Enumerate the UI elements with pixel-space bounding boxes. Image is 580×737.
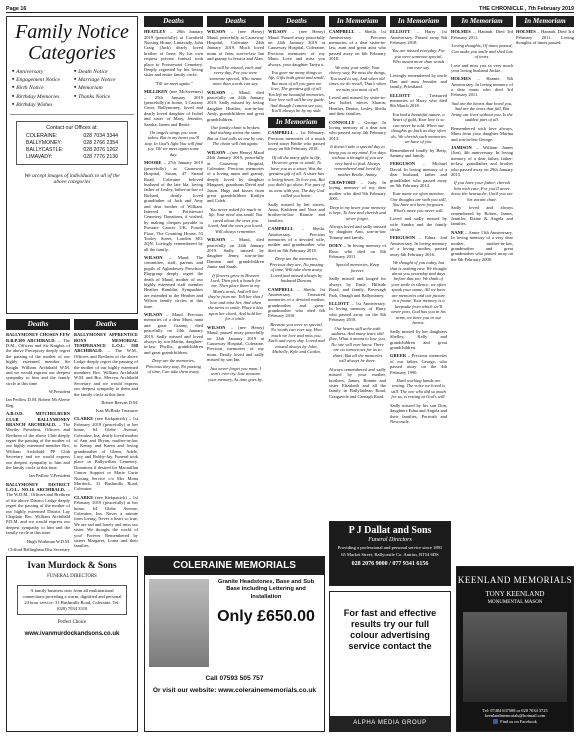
section-band-memoriam: In Memoriam: [516, 16, 574, 27]
notice: WILSON – Maud. The committee, staff, parents and pupils of Aghadowey Preschool Playgroup deeply regret the death of Maud, mother of our highly esteemed staff member Heather Ramblin. Sympathies are extended to the Heather and Wilson family circles at this time.: [144, 255, 203, 309]
category-item: ■ Engagement Notice: [12, 77, 70, 84]
category-item: ■ Death Notice: [74, 69, 132, 76]
ad-subtitle: MONUMENTAL MASON: [487, 599, 543, 605]
column-7: [451, 16, 513, 576]
notice: DOEY – In loving memory of Rose, who died on 8th February 2011.: [329, 243, 386, 260]
ad-subtitle: Funeral Directors: [368, 536, 412, 543]
section-band-deaths: Deaths: [74, 319, 138, 330]
column-8: [516, 16, 574, 576]
notice: Sadly missed and longed for always by Ernie, Hillside Road, and family, Bovevagh Park, Omagh and Ballymoney.: [329, 276, 386, 298]
notice: Always loved and sadly missed by daughter Ann, son-in-law Tommy and family.: [329, 224, 386, 240]
verse: If you have your father, cherish him with care, For you'll never know the heartache, Until you see his vacant chair.: [451, 180, 513, 202]
notice: BALLYMONEY DISTRICT L.O.L. NO.16 ARCHIBALD. – The W.D.M., Officers and Brethren of the above District Lodge deeply regret the passing of the mother of our highly esteemed District Lay Chaplain Bro. William Archibald P.D.M. and we would express our deepest sympathy to him and the family circle at this time.: [6, 481, 70, 536]
notice: Love and miss you so very much your loving husband Jackie.: [451, 62, 513, 73]
ad-title: COLERAINE MEMORIALS: [145, 557, 324, 575]
ad-title: Ivan Murdock & Sons: [27, 561, 117, 571]
office-phone[interactable]: 028 2766 2354: [83, 139, 118, 146]
office-row: [26, 133, 118, 139]
section-band-deaths: Deaths: [207, 16, 264, 27]
notice: WILSON – Maud, died peacefully on 24th January 2019. Sadly missed by daughter Jenny, son-in-law Damien and grandchildren Jamie and Sarah.: [207, 237, 264, 270]
verse: Special memories, Keep forever.: [335, 262, 380, 273]
column-1: [6, 16, 138, 552]
notices-right: [74, 319, 138, 552]
office-place: LIMAVADY:: [26, 153, 53, 160]
verse: You gave me many things in life, Gifts both great and small, But most of all you gave me love, The greatest gift of all. You left me beautiful memories, Your love will still be my guide, And though I cannot see you, You'll always be by my side.: [268, 70, 325, 114]
notice: Remembered with love always, Mum from your daughter Marina and son-in-law George.: [451, 125, 513, 142]
notice: A.B.O.D. MITCHELBURN CLUB BALLYMONEY BRANCH ARCHIBALD. – The Worthy President, Officers and Brethren of the above Club deeply regret the passing of the mother of our highly esteemed member Bro. William Archibald PP Club Secretary and we would express our deepest sympathy to him and the family circle at this time.: [6, 411, 70, 471]
notice: Always remembered and sadly missed by your mother, brothers, James, Ronnie and sister Elizabeth and all the family in Ballylaidean Road, Craigavole and Carnagh Road.: [329, 366, 386, 399]
notice: CAMPBELL – Sheila. 1st Anniversary. Treasured memories of a devoted mother, grandmother and great-grandmother who died 6th February 2018.: [268, 286, 325, 319]
ad-description: Granite Headstones, Base and Sub Base including Lettering and Installation: [217, 578, 315, 600]
category-item: ■ Birthday Memories: [12, 94, 70, 101]
notice: MOORE – 27th January 2019 (peacefully) at Causeway Hospital, Susan, 47 Strand Road, Coleraine beloved husband of the late Ida, loving father of Lesley, father-in-law of Richard, dearly loved grandfather of Jack and Amy and dear brother of William. Interred in Portstewart Cemetery. Donations, if wished, by making cheques payable to Prostate Cancer UK, Fourth Floor, The Counting House, 53 Tooley Street, London SE1 2QN. Lovingly remembered by all the family.: [144, 160, 203, 252]
ad-badge: Perfect Choice: [57, 619, 87, 625]
notice: FERGUSON – Ethna. 2nd Anniversary. In loving memory of a loving mother, passed away 6th February 2016.: [390, 235, 447, 257]
verse: "Till we meet again.": [154, 80, 193, 86]
ad-body: [145, 575, 324, 671]
category-item: ■ Thanks Notice: [74, 94, 132, 101]
notice: CLARKE (nee Kirkpatrick) – 1st February 2019 (peacefully) at her home, 64 Glebe Avenue, Coleraine, Ina. Never a minute from loving, Never a heart so true, We are sad and lonely and miss our sister. We thought the world of you! Forever Remembered by sisters Margaret, Lorna and their families.: [74, 494, 138, 549]
category-item: ■ Birthday Wishes: [12, 102, 70, 109]
ad-website[interactable]: www.ivanmurdockandsons.co.uk: [24, 631, 120, 638]
verse: Hard working hands are resting. The voice we loved is still. The one who did so much for us, is resting at God's will.: [391, 377, 446, 400]
verse: Deep are the memories, Precious they stay, No passing of time, Can take them away.: [146, 358, 201, 375]
ad-name: TONY KEENLAND: [485, 589, 545, 598]
notice: CAMPBELL – Sheila. 1st Anniversary. Precious memories of a dear sister-in-law, aunt and great aunt who passed away on 6th February 2018.: [329, 29, 386, 62]
contact-heading: Contact our Offices at:: [46, 124, 98, 131]
notice: ELLIOTT – 1st Anniversary. In loving memory of Harry who passed away on the 8th February 2018.: [329, 300, 386, 323]
category-item: ■ Marriage Notice: [74, 77, 132, 84]
office-place: BALLYMONEY:: [26, 139, 62, 146]
notice: CONNOLLY – George. In loving memory of a dear son who passed away 4th February 2013.: [329, 119, 386, 141]
section-band-memoriam: In Memoriam: [268, 117, 325, 128]
office-place: COLERAINE:: [26, 133, 58, 140]
office-phone[interactable]: 028 7034 3344: [83, 133, 118, 140]
ad-text: For fast and effective results try our full colour advertising service contact the: [343, 608, 437, 652]
ad-title: KEENLAND MEMORIALS: [457, 575, 573, 585]
notice: WILSON – Maud, died peacefully on 24th January 2019. Sadly missed by loving daughter Heather, son-in-law Andy, grandchildren and great grandchildren.: [207, 89, 264, 122]
notice: WILSON – Maud. Precious memories of a dear Mum, nana and great Granny, died peacefully on 24th January 2019. Sadly missed and loved always by son Martin, daughter-in-law Phyllis, grandchildren and great grandchildren.: [144, 311, 203, 355]
notice: MILLIKEN (nee McSweeney) – 25th January 2019 (peacefully) at home, 3 Carrany Court, Ballymoney, loved and dearly loved daughter of Isobel and sister of Mary, Jennifer, Sandra, James and Bertie.: [144, 89, 203, 127]
ad-contact[interactable]: Tel: 07484 637588 or 028 7034 3725 keenlandmemorials@hotmail.com: [482, 707, 548, 719]
ad-keenland-memorials[interactable]: [456, 566, 574, 732]
notice: CAMPBELL – 1st February. Precious memories of a much loved sister Bridie who passed away on 8th February 2018.: [268, 130, 325, 152]
notice: CRAWFORD – Judy. In loving memory of my dear mother who died 9th February 2001.: [329, 180, 386, 202]
ad-subtitle: FUNERAL DIRECTORS: [47, 574, 97, 580]
notice: BALLYMONEY APPRENTICE BOYS MEMORIAL TEMPERANCE L.O.L. 598 ARCHIBALD. – The W.M., Officers and Brethren of the above Lodge deeply regret the passing of the mother of our highly esteemed members Bro. William Archibald W.M. and Bro. Mervyn Archibald Secretary and we would express our deepest sympathy to them and the family circle at this time.: [74, 332, 138, 397]
section-band-deaths: Deaths: [6, 319, 70, 330]
column-4: [268, 16, 325, 530]
facebook-icon: [493, 719, 498, 724]
office-row: [26, 147, 118, 153]
column-3: [207, 16, 264, 552]
notice: Remembered fondly by Betty, Sammy and family.: [390, 147, 447, 159]
verse: On angels wings you were taken. But in my heart you'll stay. In God's light You will find joy. Till we meet again some day.: [144, 130, 203, 157]
section-band-deaths: Deaths: [268, 16, 325, 27]
notice: Lovingly remembered by uncle Dan and aunt Jennifer and family, Priestland.: [390, 73, 447, 90]
section-band-memoriam: In Memoriam: [329, 16, 386, 27]
column-6: [390, 16, 447, 530]
notice: HOLMES – Hannie, 8th Anniversary. In loving memory of a dear mum who died 3rd February 2011.: [451, 76, 513, 98]
notice-sign: Robert Beavan D.M.: [101, 399, 138, 405]
notice-sign: Ivan McBride Treasurer: [95, 408, 138, 414]
verse: Loving thoughts, Of times passed, Can make you smile and shed lots of tears.: [451, 43, 513, 60]
memorial-photo: [463, 612, 567, 702]
verse: Deep are the memories, Precious they are, No passing of time, Will take them away, Loved and missed always by husband Duncan.: [269, 256, 324, 284]
notice: WILSON – (nee Henry) Maud. Passed away peacefully on 24th January 2019 at Causeway Hospital, Coleraine. Precious memories of my Mum. Love and miss you always, your daughter Tanya x.: [268, 29, 325, 67]
ad-title: P J Dallat and Sons: [348, 525, 432, 536]
column-1-notices: [6, 319, 138, 552]
ad-phone[interactable]: Call 07593 505 757: [205, 674, 264, 682]
running-header: [6, 4, 574, 13]
notice-sign: W.President: [48, 389, 70, 395]
office-phone[interactable]: 028 2076 1262: [83, 146, 118, 153]
column-5: [329, 16, 386, 530]
contact-offices: [16, 121, 128, 165]
column-2: [144, 16, 203, 552]
notice: WILSON – (nee Henry) Maud, passed away peacefully on 24th January 2019 at Causeway Hospital, Coleraine. Precious memories of my mum. Dearly loved and sadly missed by son Ian.: [207, 324, 264, 363]
verse: You are missed everyday, For you were someone special, Who meant more than words can ever say.: [391, 48, 446, 70]
notice: HEATLEY – 29th January 2019 (peacefully) at Cornfield Nursing Home, Limavady, John Craig (Jack) dearly loved brother of Irene. By his own request private funeral took place to Portstewart Cemetery. Deeply regretted by his loving sister and entire family circle.: [144, 29, 203, 78]
section-band-memoriam: In Memoriam: [390, 16, 447, 27]
verse: If flowers grow in Heaven Lord, Then pick a bunch for me, Then place them in my Mum's arms, And tell her they're from me. Tell her that I love and miss her, And when she turns to smile, Place a kiss upon her cheek, And hold her for a while.: [207, 272, 264, 322]
notice: NANE – Annie 11th Anniversary. In loving memory of a very dear mother, mother-in-law, grandmother and great grandmother who passed away on the 8th February 2008.: [451, 229, 513, 262]
notices-left: [6, 319, 70, 552]
paper-title: THE CHRONICLE , 7th February 2019: [479, 5, 574, 12]
ad-alpha-media[interactable]: [329, 591, 451, 732]
ad-price: Only £650.00: [217, 608, 315, 626]
office-place: BALLYCASTLE:: [26, 146, 64, 153]
office-row: [26, 154, 118, 160]
verse: You will be missed, each and every day, For you were someone special, Who meant more than words can say.: [209, 64, 262, 87]
verse: Because you were so special, No words can ever say, How much we love and miss you, Each and every day. Loved and missed always by John, Michelle, Kyle and Caitlin.: [268, 321, 325, 355]
notice: BALLYMONEY CHOSEN FEW R.B.P.309 ARCHIBALD. – The D.M., Officers and Sir Knights of the above Preceptory deeply regret the passing of the mother of our highly esteemed member Sir Knight William Archibald W.M. and we would express our deepest sympathy to him and the family circle at this time.: [6, 332, 70, 386]
verse: Our hearts still ache with sadness, And many tears still flow, What it meant to lose you, No one will ever know. There are no tomorrows for us to share, But all the memories will always be there.: [329, 325, 386, 364]
notice: Sadly missed by his son Don, daughters Edna and Angela and their families, Portrush and Newcastle.: [390, 402, 447, 425]
notice: HOLMES – Hannah. Died 3rd February 2011. Loving thoughts of times passed.: [516, 29, 574, 46]
verse: Of all the many gifts in life, However great or small, To have you as a sister, Was the greatest gift of all. A sister has a loving heart, To love you, But you didn't go alone, For part of us went with you, The day God called you home.: [268, 154, 325, 199]
office-phone[interactable]: 028 7776 2130: [83, 153, 118, 160]
notice: Sadly missed by her sisters, Anna, Kathleen and Nora and brother-in-law Ronnie and families.: [268, 201, 325, 223]
ad-body: A family business now from all multinational connections providing a warm, dignified and personal 24 hour service. 31 Bushmills Road, Coleraine. Tel: (028) 7034 3310: [17, 585, 127, 615]
section-band-memoriam: In Memoriam: [451, 16, 513, 27]
notice: FERGUSON – Michael David. In loving memory of a dear husband, father and grandfather who passed away on 9th February 2014.: [390, 161, 447, 188]
images-note: We accept images of individuals to all of the above categories: [24, 172, 120, 186]
office-row: [26, 140, 118, 146]
verse: We thought of you today, but that is nothing new. We thought about you yesterday and days before that too. We think of your smile in silence, we often speak your name, All we have are memories and our picture in a frame. Your memory is a keepsake from which we'll never part, God has you in his arms, we have you in our hearts.: [390, 260, 447, 326]
ad-footer: ALPHA MEDIA GROUP: [330, 716, 450, 731]
notice: Loved and sadly missed by wife Sandra and the family circle.: [390, 216, 447, 233]
verse: It doesn't take a special day to bring you to my mind, For days without a thought of you are very hard to find. Always remembered and loved by mother Bridie, Ammy.: [329, 144, 386, 177]
section-band-deaths: Deaths: [144, 16, 203, 27]
notice: WILSON – (nee Henry) Maud, peacefully at Causeway Hospital, Coleraine 24th January 2019. Much loved mum of Jean, son-in-law Ian and granny to Jessica and Alan.: [207, 29, 264, 62]
facebook-label: Find us on Facebook: [500, 719, 537, 725]
notice-sign: Hugh Workman W.D.M.: [26, 538, 70, 544]
ad-text: [212, 579, 320, 667]
category-list: [10, 69, 134, 115]
verse: Sad are the hearts that loved you, Sad are the tears that fall, But living our lives without you, Is the saddest part of all.: [451, 100, 513, 123]
headstone-photo: [149, 579, 209, 667]
family-notice-title: Family Notice Categories: [15, 21, 129, 64]
verse: We miss your smile, Your cheery way, We miss the things, You used to say, And when old times we do recall, That's when we miss you most of all.: [329, 64, 386, 92]
notice: ELLIOTT – Treasured memories of Harry who died 8th March 2018.: [390, 92, 447, 109]
ad-ivan-murdock[interactable]: [6, 556, 138, 732]
notice: CAMPBELL – Sheila. Anniversary. Precious memories of a devoted wife, mother and grandmother who died on 8th February 2018.: [268, 226, 325, 253]
notice: CLARKE (nee Kirkpatrick) – 1st February 2019 (peacefully) at her home, 64 Glebe Avenue, Coleraine, Ina, dearly loved mother of Ann and Bryan, mother-in-law to Kenny and Karen and loving grandmother of Glenn, Adele, Lucy and Bobby-Jay. Funeral took place in Ballywillan Cemetery. Donations if desired for Macmillan Cancer Support or Marie Curie Nursing Service c/o Mrs Mona Murdock, 31 Bushmills Road, Coleraine.: [74, 416, 138, 492]
verse: Just never forget you mum, I won't ever try. Just treasure your memory, As time goes by.: [208, 365, 263, 382]
verse: Deep in my heart your memory is kept, To love and cherish and never forget.: [329, 204, 386, 221]
notice: JAMISON – William James (Jim), 4th anniversary. In loving memory of a dear father, father-in-law, grandfather and brother who passed away on 29th January 2015.: [451, 144, 513, 177]
page-number: Page 16: [6, 5, 27, 12]
verse: Your name we often mention, Our thoughts are with you still, You have not been forgotten. What's more you never will.: [390, 191, 447, 213]
family-notice-box: [6, 16, 138, 314]
ad-facebook[interactable]: [457, 719, 573, 725]
ad-phone[interactable]: 028 2076 9000 / 077 9341 6156: [351, 560, 429, 567]
category-item: ■ Memoriam: [74, 85, 132, 92]
verse: You never asked for much in life, Your need was small. You cared about the ones you loved, And the ones you loved, Will always remember.: [208, 206, 263, 234]
ad-tagline: Providing a professional and personal service since 1891: [337, 545, 443, 551]
category-item: ■ Anniversary: [12, 69, 70, 76]
category-item: ■ Birth Notice: [12, 85, 70, 92]
notice-sign: Ian Pedlow V.President: [29, 473, 70, 479]
notice: ELLIOTT – Harry 1st Anniversary. Passed away 8th February 2018.: [390, 29, 447, 46]
ad-address: 65 Market Street, Ballycastle Co. Antrim, BT54 6DS: [341, 552, 439, 558]
ad-pj-dallat[interactable]: [329, 521, 451, 586]
verse: Our family chain is broken, And nothing seems the same. But as God calls us one by one, The chain will link again.: [207, 124, 264, 147]
notice: GREER – Precious memories of our father, George, who passed away on the 4th February 1990.: [390, 353, 447, 375]
notice: Loved and missed by sister-in-law Isobel, nieces Sharon, Heather, Denise, Lesley, Sheila and their families.: [329, 95, 386, 117]
notice: Ian Pedlow D.M. Robert McAleese Reg.: [6, 397, 70, 408]
notice: WILSON – (nee Henry) Maud 24th January 2019, peacefully at Causeway Hospital, Coleraine. Precious memories of a loving mum and granny, deeply loved by daughter Margaret, grandsons David and Jason. Hugs and kisses from great grandchildren Kaitlyn and Caleb.: [207, 149, 264, 204]
ad-coleraine-memorials[interactable]: [144, 556, 325, 732]
notice: HOLMES – Hannah. Died 3rd February 2011.: [451, 29, 513, 40]
notice-sign: Clifford Bellingham Dist.Secretary: [8, 546, 70, 552]
ad-website[interactable]: Or visit our website: www.colerainememorials.co.uk: [152, 686, 317, 694]
notice: Sadly loved and always remembered by Robert, James, Jennifer, Elaine & Angela and families.: [451, 205, 513, 227]
verse: You had a beautiful nature, a heart of gold, Your love is so can never be told. When our thoughts go back as they often do, We cherish such memories we have of you.: [391, 111, 446, 145]
notice: Sadly missed by her daughters Shelley, Kelly and grandchildren and great grandchildren.: [390, 328, 447, 351]
